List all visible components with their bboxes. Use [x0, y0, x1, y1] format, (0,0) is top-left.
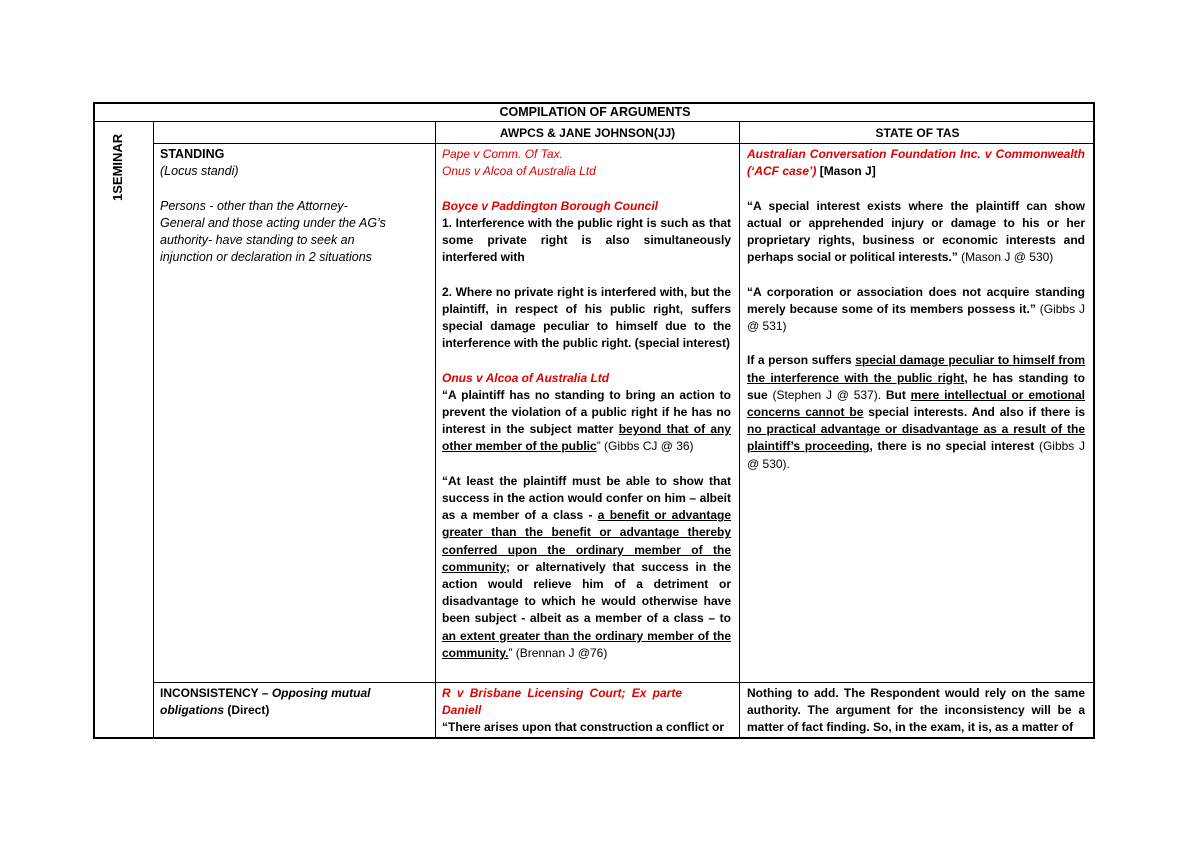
standing-topic-cell: [160, 146, 388, 266]
case-name: Onus v Alcoa of Australia Ltd: [442, 164, 596, 179]
standing-tas-cell: [747, 146, 1085, 473]
inconsistency-tas-cell: Nothing to add. The Respondent would rely on the same authority. The argument for the inconsistency will be a matter of fact finding. So, in the exam, it is, as a matter of: [747, 686, 1085, 735]
standing-awpcs-cell: [442, 146, 731, 662]
quote-citation: (Mason J @ 530): [957, 250, 1054, 265]
quote-citation: ” (Gibbs CJ @ 36): [596, 439, 694, 454]
heading-sub: Opposing mutual obligations: [160, 686, 371, 718]
point-one: 1. Interference with the public right is such as that some private right is also simultaneously interfered with: [442, 215, 731, 265]
quote-brennan: [442, 473, 731, 662]
standing-description: Persons - other than the Attorney-General and those acting under the AG’s authority- have standing to seek an injunction or declaration in 2 situations: [160, 198, 386, 265]
inconsistency-awpcs-cell: [442, 685, 731, 737]
column-divider: [435, 121, 436, 738]
case-name: Pape v Comm. Of Tax.: [442, 147, 563, 161]
case-name: R v Brisbane Licensing Court; Ex parte Daniell: [442, 686, 682, 718]
case-name: Boyce v Paddington Borough Council: [442, 198, 658, 213]
row-divider: [153, 143, 1095, 144]
inconsistency-heading: [160, 685, 400, 719]
quote-text: ; or alternatively that success in the action would relieve him of a detriment or disadvantage to which he would otherwise have been subject - albeit as a member of a class – to: [442, 559, 731, 626]
underlined-text: mere intellectual or emotional concerns cannot be: [747, 387, 1085, 419]
text: But: [881, 387, 911, 402]
case-judge: [Mason J]: [816, 164, 876, 179]
column-divider: [739, 121, 740, 738]
quote-gibbs: [747, 284, 1085, 336]
text: , there is no special interest: [869, 439, 1035, 454]
quote-text: “A special interest exists where the plaintiff can show actual or apprehended injury or damage to his or her proprietary rights, business or economic interests and perhaps social or political interests.”: [747, 198, 1085, 265]
quote-underlined: a benefit or advantage greater than the benefit or advantage thereby conferred upon the ordinary member of the community: [442, 508, 731, 574]
quote-citation: (Gibbs J @ 531): [747, 301, 1086, 333]
citation: (Gibbs J @ 530).: [747, 439, 1085, 471]
quote-mason: [747, 198, 1085, 267]
quote-text: “There arises upon that construction a conflict or: [442, 720, 725, 735]
column-header-tas: STATE OF TAS: [875, 126, 960, 140]
seminar-label-text: 1SEMINAR: [110, 133, 125, 201]
citation: (Stephen J @ 537).: [767, 387, 882, 402]
quote-text: “A plaintiff has no standing to bring an action to prevent the violation of a public right if he has no interest in the subject matter: [442, 387, 731, 437]
underlined-text: special damage peculiar to himself from the interference with the public right: [747, 353, 1085, 385]
case-title: Australian Conversation Foundation Inc. v Commonwealth (‘ACF case’): [747, 147, 1085, 179]
point-two: 2. Where no private right is interfered with, but the plaintiff, in respect of his public right, suffers special damage peculiar to himself due to the interference with the public right. (special interest): [442, 284, 731, 351]
table-title: COMPILATION OF ARGUMENTS: [499, 105, 691, 119]
heading-text: INCONSISTENCY: [160, 686, 259, 700]
heading-tag: (Direct): [224, 703, 270, 718]
heading-dash: –: [258, 686, 272, 700]
text: special interests. And also if there is: [863, 405, 1085, 419]
underlined-text: no practical advantage or disadvantage as a result of the plaintiff’s proceeding: [747, 422, 1085, 454]
quote-gibbs: [442, 387, 731, 456]
inconsistency-topic-cell: [160, 685, 400, 719]
column-divider: [153, 121, 154, 738]
quote-underlined: an extent greater than the ordinary member of the community.: [442, 628, 731, 660]
special-damage-paragraph: [747, 352, 1085, 472]
text: If a person suffers: [747, 353, 856, 368]
standing-heading: STANDING: [160, 147, 225, 161]
quote-citation: ” (Brennan J @76): [508, 645, 608, 660]
quote-underlined: beyond that of any other member of the public: [442, 422, 731, 454]
standing-subheading: (Locus standi): [160, 164, 239, 179]
case-name: Onus v Alcoa of Australia Ltd: [442, 370, 610, 385]
seminar-label: [96, 129, 152, 209]
text: , he has standing to sue: [747, 370, 1085, 402]
column-header-awpcs: AWPCS & JANE JOHNSON(JJ): [499, 126, 676, 140]
quote-text: “At least the plaintiff must be able to show that success in the action would confer on him – albeit as a member of a class -: [442, 473, 731, 523]
row-divider: [153, 682, 1095, 683]
case-name: [747, 146, 1085, 180]
quote-text: “A corporation or association does not acquire standing merely because some of its members possess it.”: [747, 284, 1085, 316]
